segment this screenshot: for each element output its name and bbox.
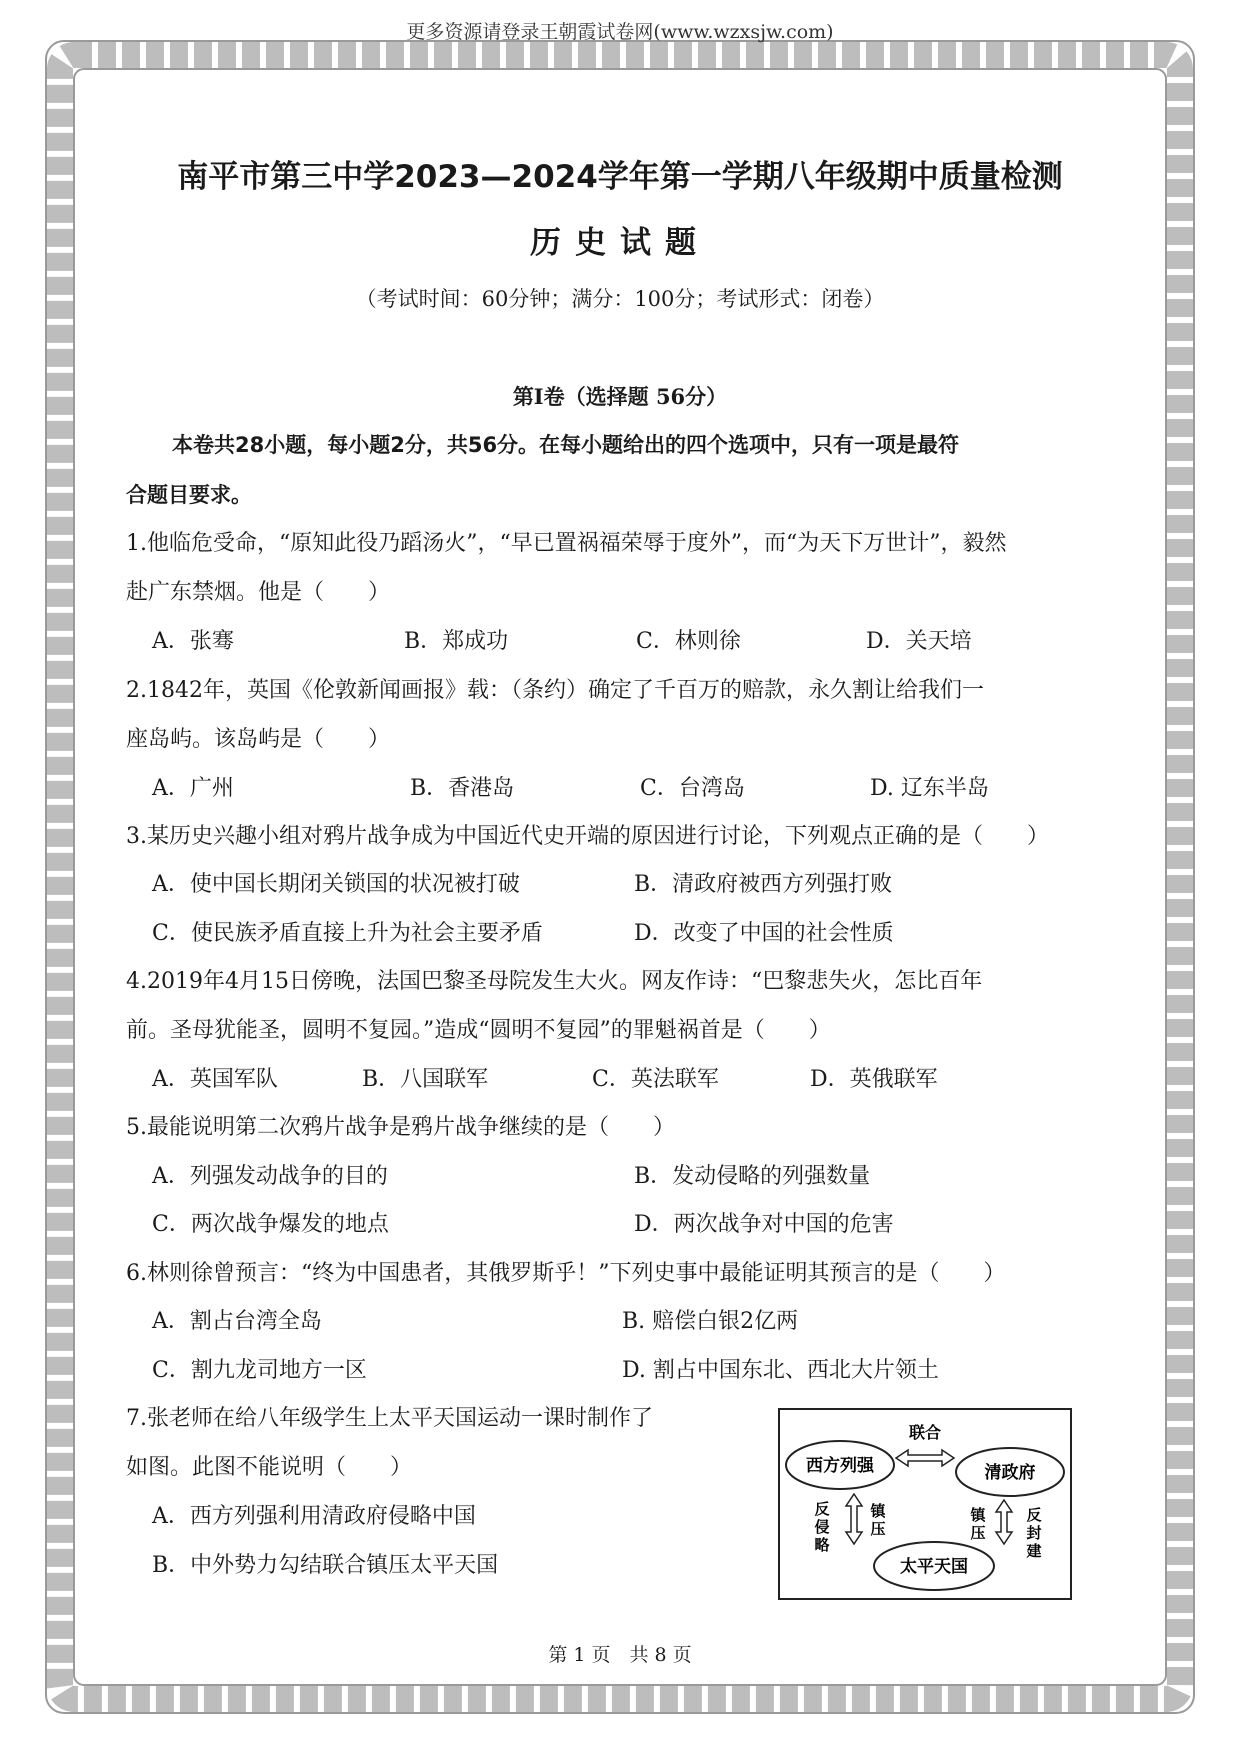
label-suppress-right	[970, 1506, 986, 1542]
label-suppress-left	[870, 1502, 886, 1538]
label-suppress-right-1: 镇	[970, 1506, 986, 1524]
site-note: 更多资源请登录王朝霞试卷网(www.wzxsjw.com)	[406, 21, 834, 43]
question-6-stem: 6.林则徐曾预言：“终为中国患者，其俄罗斯乎！”下列史事中最能证明其预言的是（ ）	[126, 1261, 1006, 1286]
node-qing: 清政府	[984, 1463, 1036, 1483]
relationship-diagram	[778, 1408, 1072, 1600]
question-4-option-a: A．英国军队	[152, 1067, 278, 1092]
question-4-stem: 4.2019年4月15日傍晚，法国巴黎圣母院发生大火。网友作诗：“巴黎悲失火，怎比百年	[126, 969, 983, 994]
question-1-option-b: B．郑成功	[404, 629, 509, 654]
section-title: 第I卷（选择题 56分）	[512, 384, 728, 409]
question-7-option-a: A．西方列强利用清政府侵略中国	[152, 1504, 476, 1529]
label-anti-aggression	[814, 1500, 830, 1554]
question-3-option-b: B．清政府被西方列强打败	[634, 872, 893, 897]
question-5-option-d: D．两次战争对中国的危害	[634, 1212, 894, 1237]
label-alliance: 联合	[908, 1423, 942, 1442]
question-3-stem: 3.某历史兴趣小组对鸦片战争成为中国近代史开端的原因进行讨论，下列观点正确的是（ ）	[126, 824, 1049, 849]
label-suppress-right-2: 压	[970, 1524, 986, 1542]
question-4-option-c: C．英法联军	[592, 1067, 719, 1092]
node-taiping: 太平天国	[900, 1557, 968, 1577]
question-2-option-d: D. 辽东半岛	[870, 776, 989, 801]
question-1-stem: 1.他临危受命，“原知此役乃蹈汤火”，“早已置祸福荣辱于度外”，而“为天下万世计”，毅然	[126, 531, 1007, 556]
label-anti-feudal	[1026, 1506, 1041, 1560]
question-1-option-c: C．林则徐	[636, 629, 741, 654]
question-1-option-d: D．关天培	[866, 629, 972, 654]
question-5-stem: 5.最能说明第二次鸦片战争是鸦片战争继续的是（ ）	[126, 1115, 675, 1140]
label-anti-aggression-1: 反	[814, 1500, 830, 1518]
exam-title: 南平市第三中学2023—2024学年第一学期八年级期中质量检测	[177, 159, 1063, 195]
question-7-stem-cont: 如图。此图不能说明（ ）	[126, 1455, 413, 1480]
label-anti-aggression-3: 略	[814, 1536, 830, 1554]
question-4-option-d: D．英俄联军	[810, 1067, 938, 1092]
question-4-option-b: B．八国联军	[362, 1067, 489, 1092]
node-west: 西方列强	[806, 1456, 874, 1476]
exam-info: （考试时间：60分钟；满分：100分；考试形式：闭卷）	[355, 287, 885, 311]
question-5-option-b: B．发动侵略的列强数量	[634, 1164, 871, 1189]
question-2-option-a: A．广州	[152, 776, 234, 801]
label-suppress-left-2: 压	[870, 1520, 886, 1538]
question-2-option-b: B．香港岛	[410, 776, 515, 801]
question-2-stem-cont: 座岛屿。该岛屿是（ ）	[126, 727, 391, 752]
label-anti-feudal-3: 建	[1026, 1542, 1042, 1560]
question-5-option-c: C．两次战争爆发的地点	[152, 1212, 389, 1237]
subject-title: 历史试题	[530, 225, 710, 261]
label-anti-feudal-2: 封	[1026, 1524, 1042, 1542]
question-6-option-d: D. 割占中国东北、西北大片领土	[622, 1358, 939, 1383]
question-6-option-c: C．割九龙司地方一区	[152, 1358, 367, 1383]
question-4-stem-cont: 前。圣母犹能圣，圆明不复园。”造成“圆明不复园”的罪魁祸首是（ ）	[126, 1018, 831, 1043]
section-intro: 本卷共28小题，每小题2分，共56分。在每小题给出的四个选项中，只有一项是最符	[172, 433, 960, 457]
label-suppress-left-1: 镇	[870, 1502, 886, 1520]
question-3-option-d: D．改变了中国的社会性质	[634, 921, 894, 946]
question-1-stem-cont: 赴广东禁烟。他是（ ）	[126, 580, 391, 605]
label-anti-feudal-1: 反	[1026, 1506, 1042, 1524]
page-number: 第 1 页 共 8 页	[548, 1644, 692, 1666]
question-7-option-b: B．中外势力勾结联合镇压太平天国	[152, 1553, 499, 1578]
question-7-stem: 7.张老师在给八年级学生上太平天国运动一课时制作了	[126, 1406, 653, 1431]
question-2-stem: 2.1842年，英国《伦敦新闻画报》载：（条约）确定了千百万的赔款，永久割让给我们一	[126, 678, 984, 703]
question-1-option-a: A．张骞	[152, 629, 234, 654]
question-5-option-a: A．列强发动战争的目的	[152, 1164, 388, 1189]
question-6-option-a: A．割占台湾全岛	[152, 1309, 322, 1334]
section-intro-cont: 合题目要求。	[126, 483, 252, 507]
question-6-option-b: B. 赔偿白银2亿两	[622, 1309, 799, 1334]
question-3-option-c: C．使民族矛盾直接上升为社会主要矛盾	[152, 921, 543, 946]
question-2-option-c: C．台湾岛	[640, 776, 745, 801]
question-3-option-a: A．使中国长期闭关锁国的状况被打破	[152, 872, 520, 897]
label-anti-aggression-2: 侵	[814, 1518, 830, 1536]
